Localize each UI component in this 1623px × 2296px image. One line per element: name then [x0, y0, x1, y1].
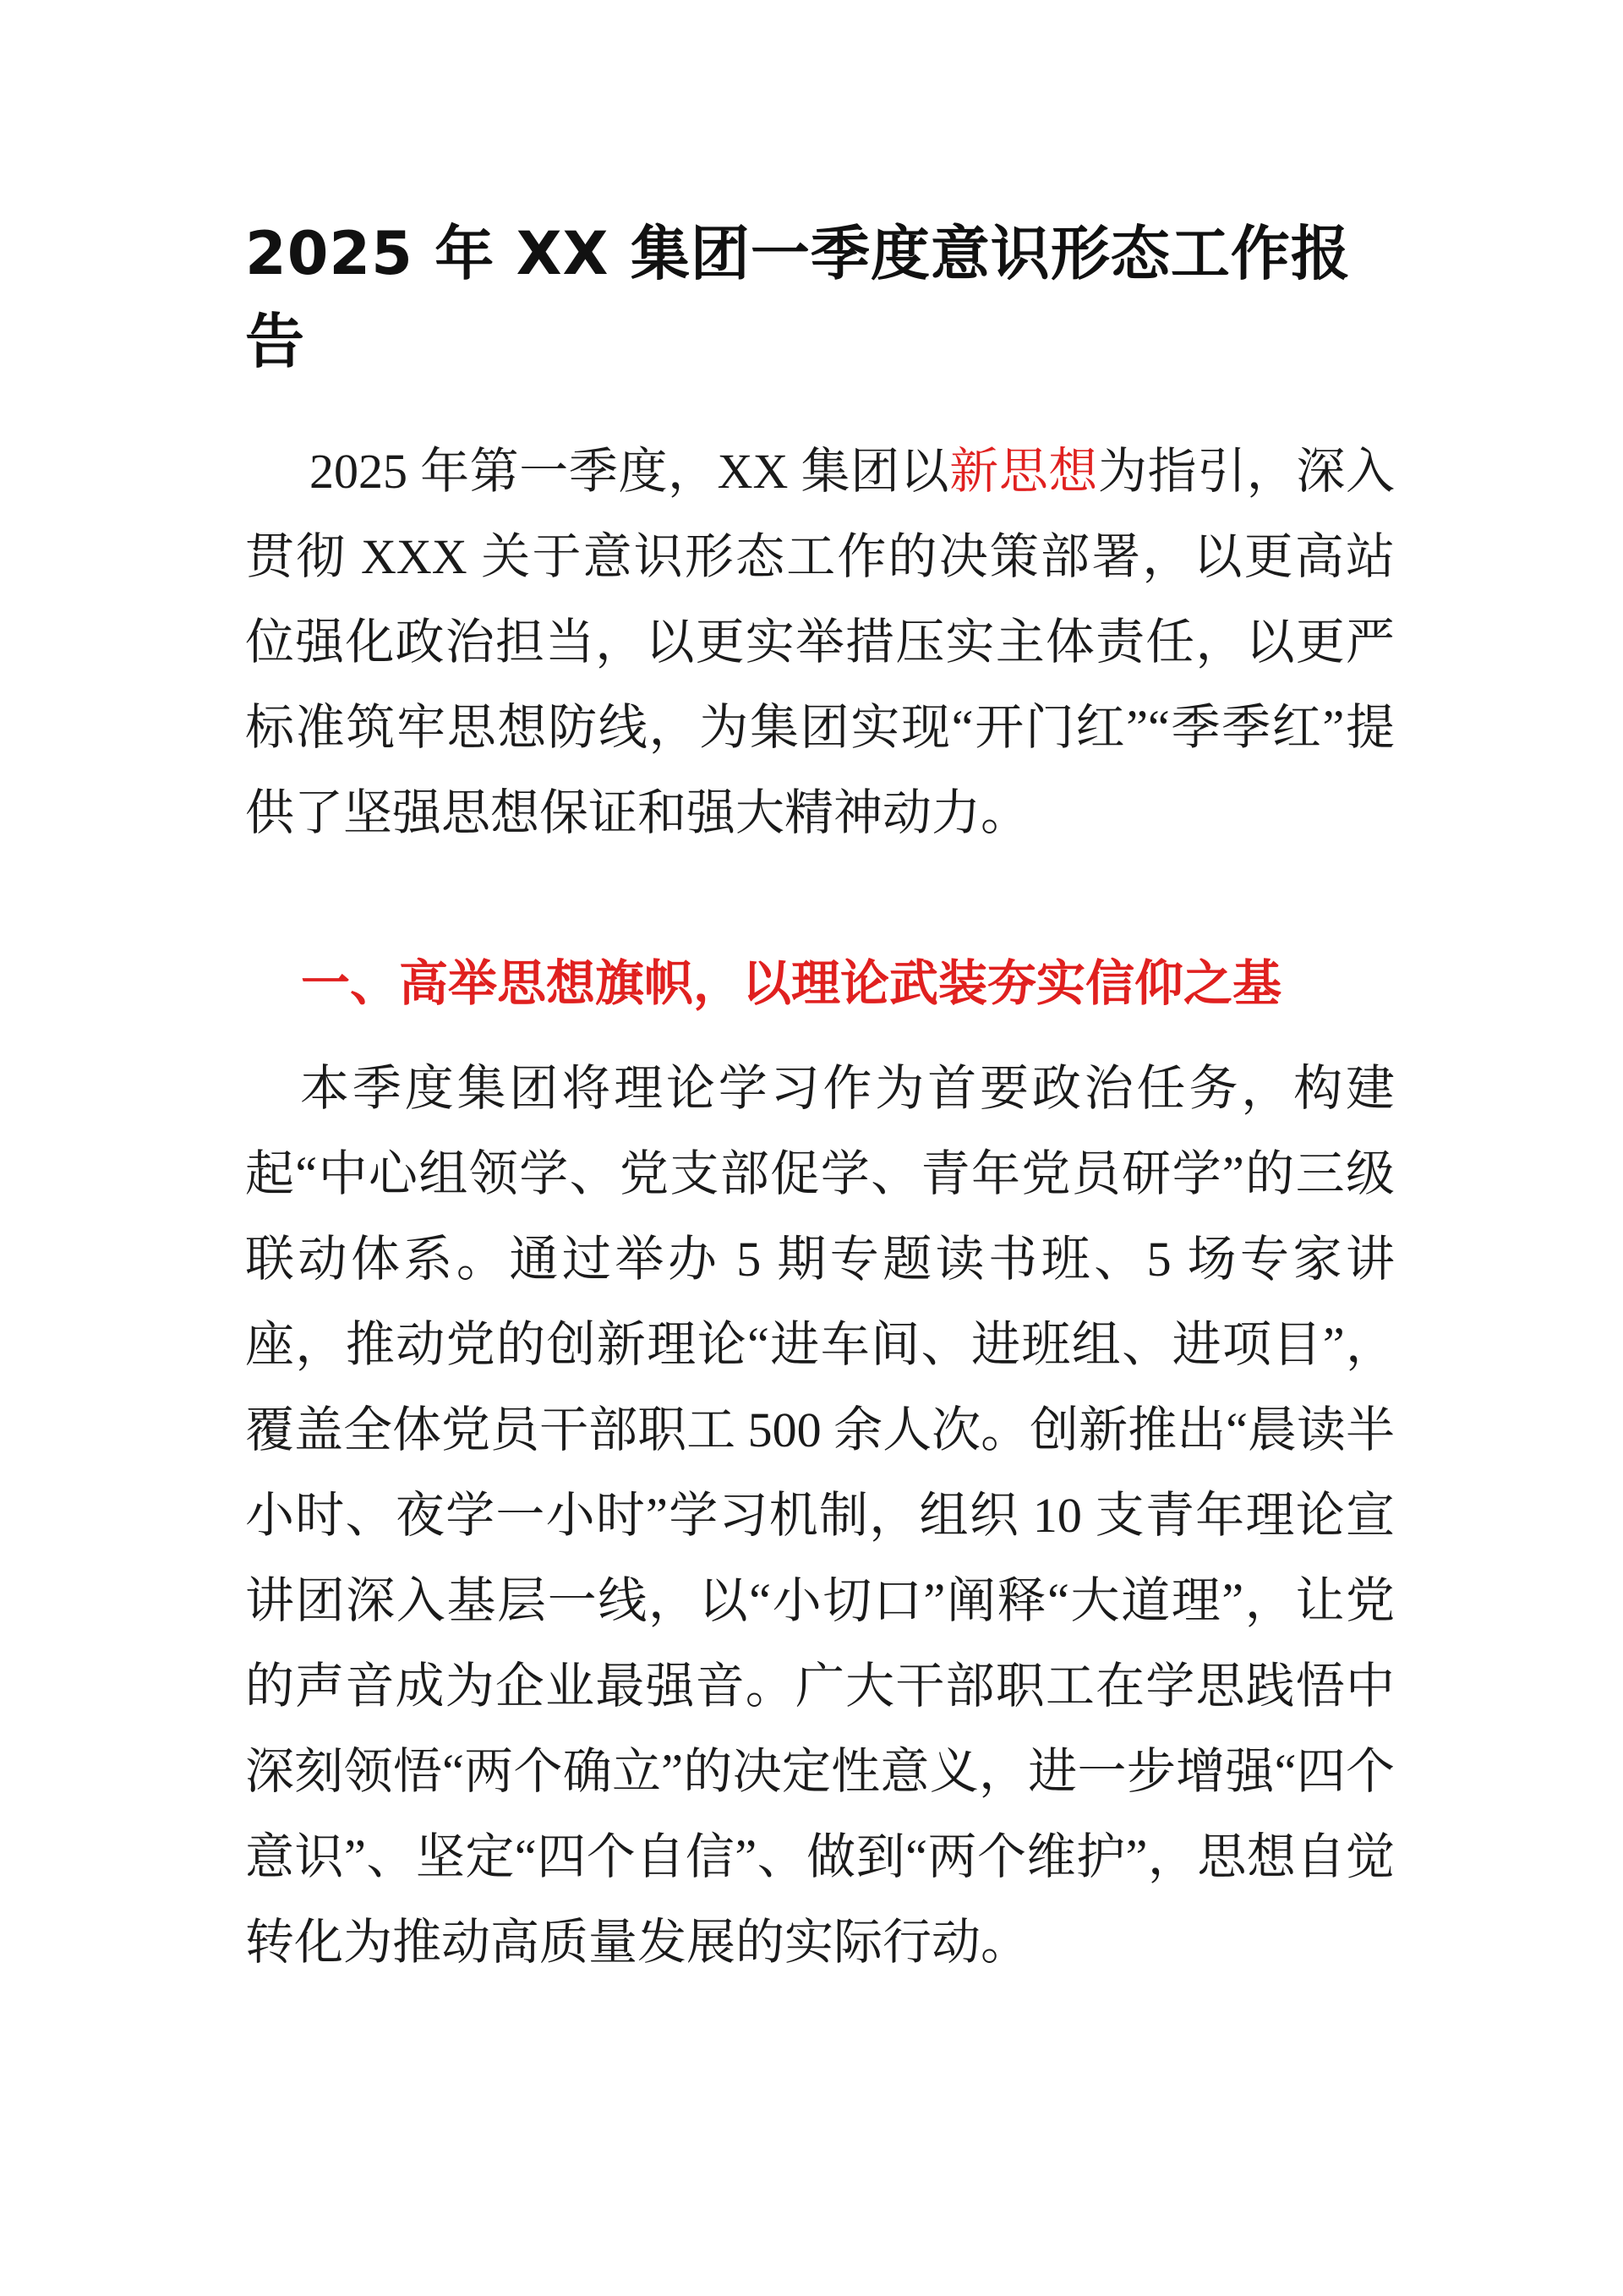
intro-text-before: 2025 年第一季度，XX 集团以 — [309, 444, 950, 499]
intro-highlight: 新思想 — [949, 444, 1099, 499]
document-title: 2025 年 XX 集团一季度意识形态工作报告 — [245, 219, 1351, 376]
intro-paragraph — [245, 429, 1395, 856]
section-heading-1: 一、高举思想旗帜，以理论武装夯实信仰之基 — [301, 954, 1282, 1012]
intro-text-after: 为指引，深入贯彻 XXX 关于意识形态工作的决策部署，以更高站位强化政治担当，以更实举措压实主体责任，以更严标准筑牢思想防线，为集团实现“开门红”“季季红”提供了坚强思想保证和强大精神动力。 — [245, 444, 1395, 840]
section-1-paragraph: 本季度集团将理论学习作为首要政治任务，构建起“中心组领学、党支部促学、青年党员研学”的三级联动体系。通过举办 5 期专题读书班、5 场专家讲座，推动党的创新理论“进车间、进班组、进项目”，覆盖全体党员干部职工 500 余人次。创新推出“晨读半小时、夜学一小时”学习机制，组织 10 支青年理论宣讲团深入基层一线，以“小切口”阐释“大道理”，让党的声音成为企业最强音。广大干部职工在学思践悟中深刻领悟“两个确立”的决定性意义，进一步增强“四个意识”、坚定“四个自信”、做到“两个维护”，思想自觉转化为推动高质量发展的实际行动。 — [245, 1061, 1395, 1970]
